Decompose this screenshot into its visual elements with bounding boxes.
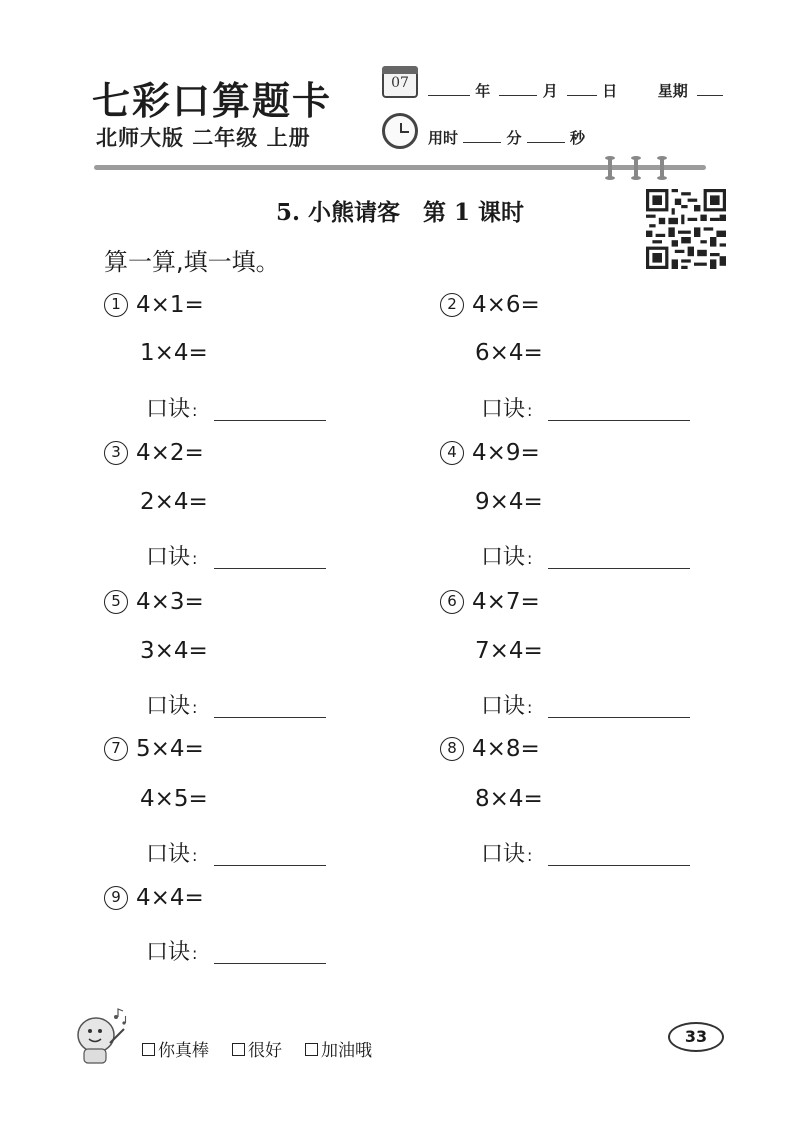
minutes-blank[interactable] <box>463 128 501 143</box>
problem-8-koujue: 口诀 : <box>481 842 533 867</box>
page-number: 33 <box>668 1022 724 1052</box>
equation: 4×6= <box>472 292 540 318</box>
circle-number: 8 <box>440 737 464 761</box>
problem-7-koujue: 口诀 : <box>146 842 198 867</box>
circle-number: 6 <box>440 590 464 614</box>
koujue-label: 口诀 <box>481 842 526 867</box>
equation: 5×4= <box>136 736 204 762</box>
year-label: 年 <box>475 82 491 100</box>
time-label: 用时 <box>428 129 459 147</box>
month-blank[interactable] <box>499 81 537 96</box>
koujue-answer-line[interactable] <box>548 420 690 421</box>
brand-title: 七彩口算题卡 <box>92 78 333 123</box>
binder-ring-icon <box>608 158 612 178</box>
problem-4-eq2: 9×4= <box>475 489 543 515</box>
koujue-answer-line[interactable] <box>214 865 326 866</box>
problem-2-koujue: 口诀 : <box>481 397 533 422</box>
equation: 4×3= <box>136 589 204 615</box>
time-fields <box>428 127 585 148</box>
problem-7-eq1 <box>104 736 204 762</box>
koujue-answer-line[interactable] <box>214 963 326 964</box>
problem-5-eq1 <box>104 589 204 615</box>
rating-label: 你真棒 <box>158 1041 209 1061</box>
mascot-icon <box>70 1005 130 1067</box>
problem-5-koujue: 口诀 : <box>146 694 198 719</box>
problem-6-eq1 <box>440 589 540 615</box>
koujue-answer-line[interactable] <box>214 568 326 569</box>
equation: 4×9= <box>472 440 540 466</box>
problem-1-eq2: 1×4= <box>140 340 208 366</box>
problem-7-eq2: 4×5= <box>140 786 208 812</box>
circle-number: 2 <box>440 293 464 317</box>
qr-code-icon <box>646 189 726 269</box>
koujue-label: 口诀 <box>146 545 191 570</box>
equation: 4×7= <box>472 589 540 615</box>
seconds-blank[interactable] <box>527 128 565 143</box>
problem-6-eq2: 7×4= <box>475 638 543 664</box>
date-fields <box>428 80 723 101</box>
lesson-title: 5. 小熊请客 第 1 课时 <box>275 199 525 226</box>
problem-5-eq2: 3×4= <box>140 638 208 664</box>
koujue-label: 口诀 <box>146 694 191 719</box>
rating-checkbox[interactable] <box>232 1043 245 1056</box>
minutes-label: 分 <box>506 129 522 147</box>
header-divider <box>94 165 706 170</box>
day-blank[interactable] <box>567 81 597 96</box>
calendar-icon <box>382 66 418 98</box>
problem-9-koujue: 口诀 : <box>146 940 198 965</box>
rating-keep-going[interactable] <box>305 1036 372 1061</box>
problem-9-eq1 <box>104 885 204 911</box>
problem-3-eq2: 2×4= <box>140 489 208 515</box>
circle-number: 1 <box>104 293 128 317</box>
instruction-text: 算一算,填一填。 <box>104 248 280 276</box>
problem-4-eq1 <box>440 440 540 466</box>
binder-ring-icon <box>634 158 638 178</box>
rating-good[interactable] <box>232 1036 282 1061</box>
koujue-answer-line[interactable] <box>214 420 326 421</box>
problem-8-eq2: 8×4= <box>475 786 543 812</box>
rating-label: 加油哦 <box>321 1041 372 1061</box>
rating-great[interactable] <box>142 1036 209 1061</box>
equation: 4×1= <box>136 292 204 318</box>
circle-number: 7 <box>104 737 128 761</box>
problem-3-koujue: 口诀 : <box>146 545 198 570</box>
rating-checkbox[interactable] <box>305 1043 318 1056</box>
month-label: 月 <box>542 82 558 100</box>
koujue-answer-line[interactable] <box>548 568 690 569</box>
binder-ring-icon <box>660 158 664 178</box>
circle-number: 3 <box>104 441 128 465</box>
problem-2-eq1 <box>440 292 540 318</box>
koujue-label: 口诀 <box>146 842 191 867</box>
weekday-blank[interactable] <box>697 81 723 96</box>
year-blank[interactable] <box>428 81 470 96</box>
koujue-label: 口诀 <box>481 545 526 570</box>
edition-label: 北师大版 二年级 上册 <box>96 126 311 150</box>
equation: 4×4= <box>136 885 204 911</box>
calendar-number: 07 <box>391 75 409 91</box>
problem-4-koujue: 口诀 : <box>481 545 533 570</box>
koujue-answer-line[interactable] <box>214 717 326 718</box>
circle-number: 5 <box>104 590 128 614</box>
koujue-label: 口诀 <box>481 694 526 719</box>
problem-3-eq1 <box>104 440 204 466</box>
seconds-label: 秒 <box>569 129 585 147</box>
weekday-label: 星期 <box>657 82 688 100</box>
problem-1-eq1 <box>104 292 204 318</box>
koujue-label: 口诀 <box>146 940 191 965</box>
equation: 4×8= <box>472 736 540 762</box>
koujue-label: 口诀 <box>146 397 191 422</box>
clock-icon <box>382 113 418 149</box>
koujue-answer-line[interactable] <box>548 717 690 718</box>
circle-number: 4 <box>440 441 464 465</box>
circle-number: 9 <box>104 886 128 910</box>
rating-checkbox[interactable] <box>142 1043 155 1056</box>
problem-8-eq1 <box>440 736 540 762</box>
problem-1-koujue: 口诀 : <box>146 397 198 422</box>
problem-6-koujue: 口诀 : <box>481 694 533 719</box>
equation: 4×2= <box>136 440 204 466</box>
koujue-label: 口诀 <box>481 397 526 422</box>
rating-label: 很好 <box>248 1041 282 1061</box>
problem-2-eq2: 6×4= <box>475 340 543 366</box>
koujue-answer-line[interactable] <box>548 865 690 866</box>
day-label: 日 <box>602 82 618 100</box>
